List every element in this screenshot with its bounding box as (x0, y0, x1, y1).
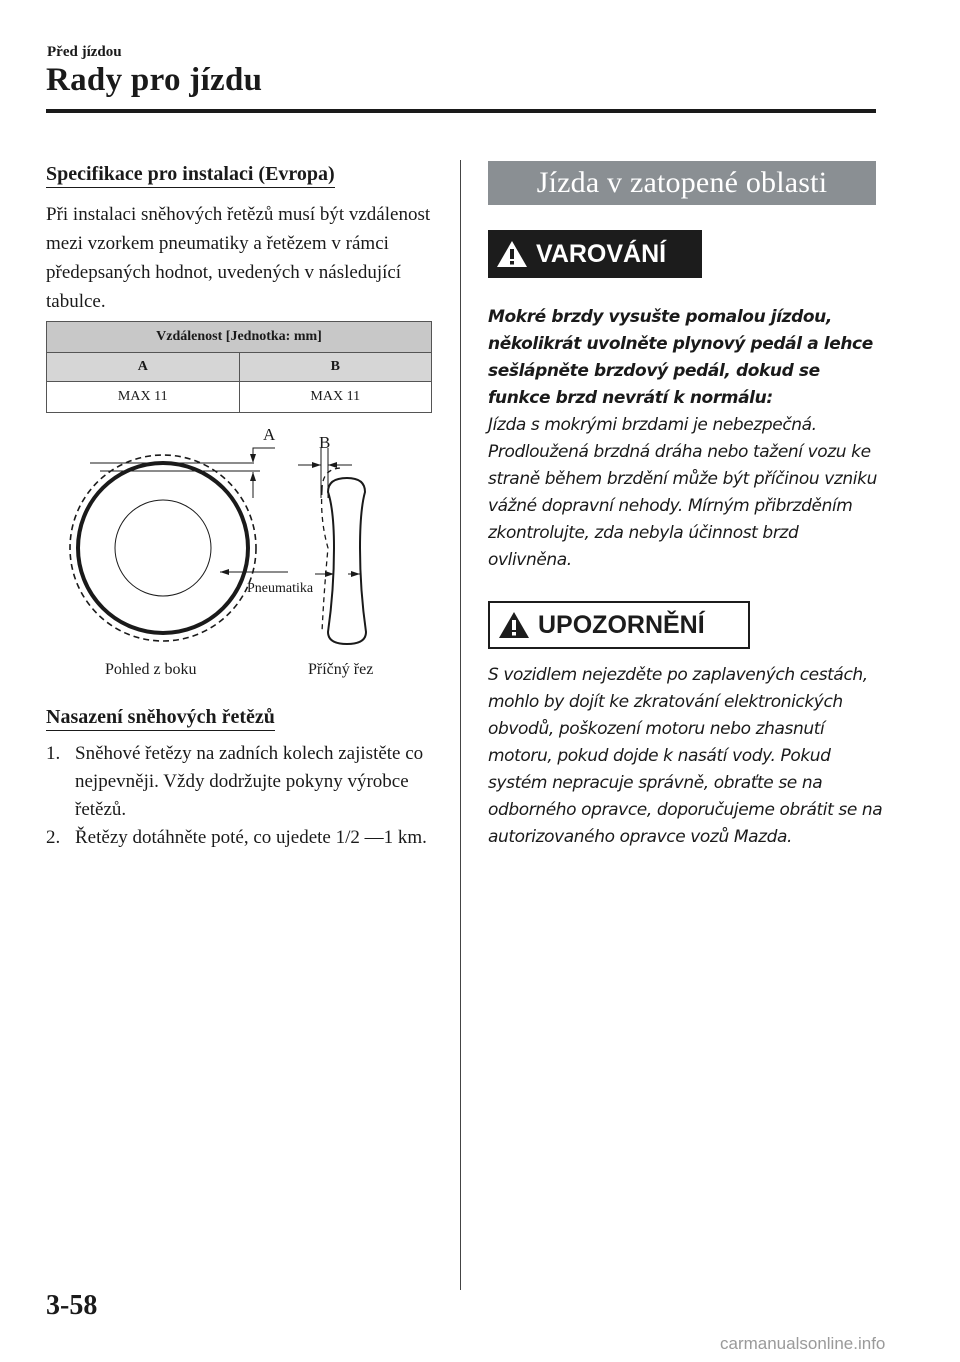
spec-table (46, 321, 432, 413)
chapter-title: Rady pro jízdu (46, 62, 263, 98)
table-value-a: MAX 11 (47, 382, 240, 413)
caption-side-view: Pohled z boku (105, 661, 197, 678)
table-col-a: A (47, 353, 240, 382)
list-item (46, 824, 446, 852)
column-divider (460, 160, 461, 1290)
list-item (46, 740, 446, 824)
warning-triangle-icon (496, 240, 528, 268)
header-rule (46, 109, 876, 113)
label-a: A (263, 425, 276, 444)
side-view (70, 448, 288, 641)
warning-badge (488, 230, 702, 278)
caution-triangle-icon (498, 611, 530, 639)
page-number: 3-58 (46, 1290, 98, 1321)
caption-cross-section: Příčný řez (308, 661, 374, 678)
spec-paragraph: Při instalaci sněhových řetězů musí být vzdálenost mezi vzorkem pneumatiky a řetězem v rámci předepsaných hodnot, uvedených v následující tabulce. (46, 204, 431, 312)
chains-steps-list (46, 740, 446, 852)
table-value-b: MAX 11 (239, 382, 432, 413)
cross-section (298, 448, 366, 644)
caution-badge (488, 601, 750, 649)
label-tire: Pneumatika (247, 581, 314, 596)
step-number: 2. (46, 827, 61, 848)
table-col-b: B (239, 353, 432, 382)
section-label: Před jízdou (47, 44, 122, 60)
warning-bold-text: Mokré brzdy vysušte pomalou jízdou, několikrát uvolněte plynový pedál a lehce sešlápněte brzdový pedál, dokud se funkce brzd nevrátí k normálu: (488, 307, 873, 408)
label-b: B (319, 433, 331, 452)
spec-heading: Specifikace pro instalaci (Evropa) (46, 163, 335, 188)
step-number: 1. (46, 743, 61, 764)
warning-label: VAROVÁNÍ (536, 239, 667, 268)
step-text: Řetězy dotáhněte poté, co ujedete 1/2 ―1 km. (75, 827, 427, 848)
caution-label: UPOZORNĚNÍ (538, 610, 705, 639)
step-text: Sněhové řetězy na zadních kolech zajistěte co nejpevněji. Vždy dodržujte pokyny výrobce řetězů. (75, 743, 424, 820)
watermark: carmanualsonline.info (720, 1334, 886, 1353)
table-title: Vzdálenost [Jednotka: mm] (47, 322, 432, 353)
caution-text: S vozidlem nejezděte po zaplavených cestách, mohlo by dojít ke zkratování elektronických obvodů, poškození motoru nebo zhasnutí motoru, pokud dojde k nasátí vody. Pokud systém nepracuje správně, obraťte se na odborného opravce, doporučujeme obrátit se na autorizovaného opravce vozů Mazda. (488, 665, 883, 847)
tire-chain-diagram (60, 420, 440, 690)
chains-heading: Nasazení sněhových řetězů (46, 706, 275, 731)
warning-text (488, 304, 883, 574)
flood-section-banner: Jízda v zatopené oblasti (488, 161, 876, 205)
warning-body-text: Jízda s mokrými brzdami je nebezpečná. Prodloužená brzdná dráha nebo tažení vozu ke straně během brzdění může být příčinou vzniku vážné dopravní nehody. Mírným přibrzděním zkontrolujte, zda nebyla účinnost brzd ovlivněna. (488, 415, 877, 570)
